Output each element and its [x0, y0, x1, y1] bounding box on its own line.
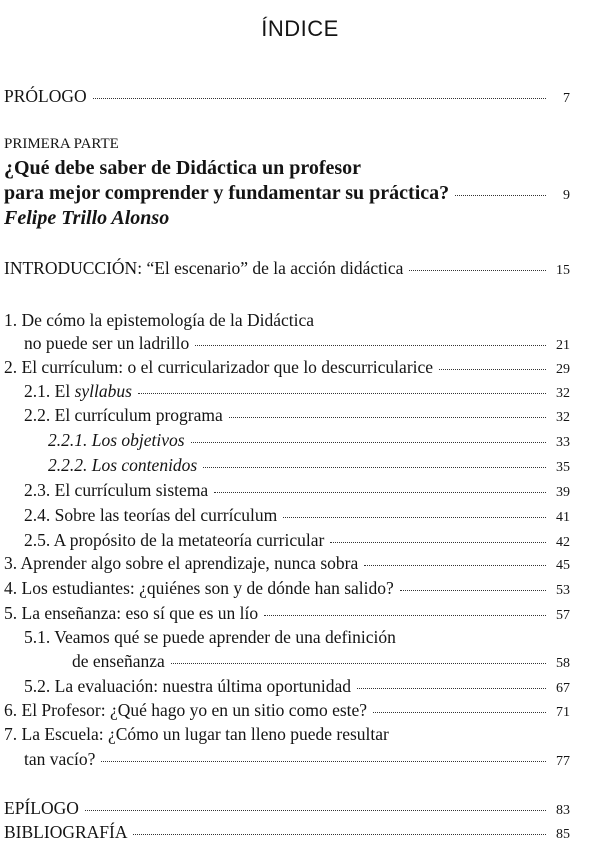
- toc-entry-5-2[interactable]: [24, 676, 570, 697]
- dot-leader: [171, 662, 546, 664]
- dot-leader: [364, 564, 546, 566]
- dot-leader: [191, 441, 546, 443]
- page-title: ÍNDICE: [261, 16, 339, 41]
- dot-leader: [133, 833, 546, 835]
- toc-label: BIBLIOGRAFÍA: [4, 822, 128, 842]
- toc-label: 4. Los estudiantes: ¿quiénes son y de dónde han salido?: [4, 578, 394, 598]
- dot-leader: [93, 97, 546, 99]
- toc-entry-prologo[interactable]: [4, 86, 570, 107]
- toc-page-number: 85: [556, 827, 570, 842]
- toc-entry-2-1[interactable]: [24, 381, 570, 402]
- toc-label: PRÓLOGO: [4, 86, 87, 106]
- toc-page-number: 32: [556, 410, 570, 425]
- dot-leader: [214, 491, 546, 493]
- toc-entry-2-2-1[interactable]: [48, 430, 570, 451]
- dot-leader: [203, 466, 546, 468]
- toc-entry-5[interactable]: [4, 603, 570, 624]
- introduccion-heading: INTRODUCCIÓN: [4, 258, 138, 278]
- toc-page-number: 39: [556, 485, 570, 500]
- toc-label: 2. El currículum: o el curricularizador que lo descurricularice: [4, 357, 434, 377]
- toc-entry-epilogo[interactable]: [4, 798, 570, 819]
- toc-page-number: 58: [556, 656, 570, 671]
- toc-label: 3. Aprender algo sobre el aprendizaje, nunca sobra: [4, 553, 359, 573]
- toc-entry-3[interactable]: [4, 553, 570, 574]
- toc-entry-1[interactable]: [24, 333, 570, 354]
- toc-page-number: 83: [556, 803, 570, 818]
- part-title-line2[interactable]: [4, 182, 570, 205]
- toc-entry-5-1-line1: 5.1. Veamos qué se puede aprender de una definición: [24, 627, 396, 647]
- toc-entry-2-2-2[interactable]: [48, 455, 570, 476]
- toc-entry-7[interactable]: [24, 749, 570, 770]
- toc-label-prefix: 2.1. El: [24, 381, 75, 401]
- toc-page-number: 42: [556, 535, 570, 550]
- dot-leader: [330, 541, 546, 543]
- toc-entry-2[interactable]: [4, 357, 570, 378]
- toc-label: 2.3. El currículum sistema: [24, 480, 209, 500]
- toc-entry-4[interactable]: [4, 578, 570, 599]
- toc-label: 2.5. A propósito de la metateoría curricular: [24, 530, 325, 550]
- part-title-line1: ¿Qué debe saber de Didáctica un profesor: [4, 157, 362, 179]
- toc-page-number: 29: [556, 362, 570, 377]
- dot-leader: [283, 516, 546, 518]
- toc-page-number: 41: [556, 510, 570, 525]
- toc-label: no puede ser un ladrillo: [24, 333, 190, 353]
- dot-leader: [101, 760, 546, 762]
- toc-label: 2.4. Sobre las teorías del currículum: [24, 505, 278, 525]
- toc-label: 5. La enseñanza: eso sí que es un lío: [4, 603, 259, 623]
- toc-page-number: 77: [556, 754, 570, 769]
- dot-leader: [85, 809, 546, 811]
- part-author: Felipe Trillo Alonso: [4, 207, 170, 229]
- dot-leader: [357, 687, 546, 689]
- toc-label: 6. El Profesor: ¿Qué hago yo en un sitio como este?: [4, 700, 368, 720]
- toc-page-number: 7: [563, 91, 570, 106]
- toc-label: [4, 258, 403, 279]
- dot-leader: [400, 589, 546, 591]
- toc-label: 2.2. El currículum programa: [24, 405, 223, 425]
- toc-page-number: 57: [556, 608, 570, 623]
- toc-entry-1-line1: 1. De cómo la epistemología de la Didáctica: [4, 310, 315, 330]
- toc-page-number: 32: [556, 386, 570, 401]
- toc-entry-2-2[interactable]: [24, 405, 570, 426]
- toc-entry-5-1[interactable]: [72, 651, 570, 672]
- toc-label: EPÍLOGO: [4, 798, 79, 818]
- dot-leader: [264, 614, 546, 616]
- toc-page-number: 45: [556, 558, 570, 573]
- toc-page-number: 67: [556, 681, 570, 696]
- toc-entry-introduccion[interactable]: [4, 258, 570, 279]
- toc-label: de enseñanza: [72, 651, 165, 671]
- dot-leader: [373, 711, 546, 713]
- toc-label: 5.2. La evaluación: nuestra última oportunidad: [24, 676, 352, 696]
- toc-page-number: 53: [556, 583, 570, 598]
- dot-leader: [138, 392, 546, 394]
- toc-entry-bibliografia[interactable]: [4, 822, 570, 843]
- toc-label: para mejor comprender y fundamentar su práctica?: [4, 182, 450, 204]
- toc-label: [24, 381, 132, 402]
- toc-entry-2-5[interactable]: [24, 530, 570, 551]
- toc-page-number: 21: [556, 338, 570, 353]
- dot-leader: [439, 368, 546, 370]
- dot-leader: [229, 416, 546, 418]
- toc-label: tan vacío?: [24, 749, 96, 769]
- toc-entry-2-4[interactable]: [24, 505, 570, 526]
- dot-leader: [409, 269, 546, 271]
- toc-entry-6[interactable]: [4, 700, 570, 721]
- toc-page-number: 71: [556, 705, 570, 720]
- toc-page-number: 35: [556, 460, 570, 475]
- dot-leader: [195, 344, 546, 346]
- toc-label: 2.2.2. Los contenidos: [48, 455, 198, 475]
- toc-page-number: 9: [563, 188, 570, 203]
- introduccion-rest: : “El escenario” de la acción didáctica: [137, 258, 404, 278]
- toc-entry-2-3[interactable]: [24, 480, 570, 501]
- part-label: PRIMERA PARTE: [4, 136, 119, 152]
- toc-label-italic: syllabus: [74, 381, 132, 401]
- toc-page-number: 33: [556, 435, 570, 450]
- toc-entry-7-line1: 7. La Escuela: ¿Cómo un lugar tan lleno puede resultar: [4, 724, 389, 744]
- toc-page-number: 15: [556, 263, 570, 278]
- dot-leader: [455, 195, 546, 196]
- toc-label: 2.2.1. Los objetivos: [48, 430, 185, 450]
